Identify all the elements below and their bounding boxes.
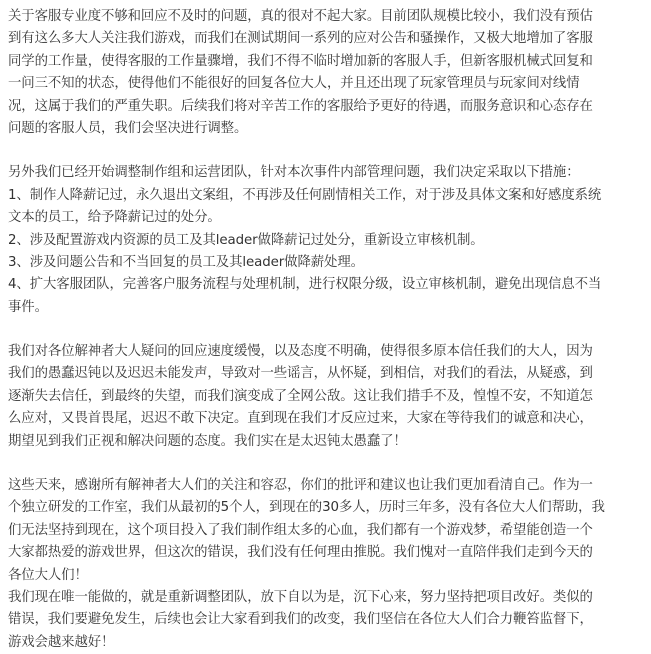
text-line: 各位大人们！ [8,567,88,583]
text-line: 关于客服专业度不够和回应不及时的问题，真的很对不起大家。目前团队规模比较小，我们没有预估 [8,9,593,24]
paragraph-gap [8,453,641,475]
list-item: 3、涉及问题公告和不当回复的员工及其leader做降薪处理。 [8,254,364,270]
text-line: 到有这么多大人关注我们游戏，而我们在测试期间一系列的应对公告和骚操作，又极大地增加了客服 [8,31,593,47]
text-line: 我们的愚蠢迟钝以及迟迟未能发声，导致对一些谣言，从怀疑，到相信，对我们的看法，从疑惑，到 [8,366,593,382]
text-line: 错误，我们要避免发生，后续也会让大家看到我们的改变，我们坚信在各位大人们合力鞭笞监督下， [8,612,593,628]
text-line: 同学的工作量，使得客服的工作量骤增，我们不得不临时增加新的客服人手，但新客服机械式回复和 [8,53,593,69]
text-line: 事件。 [8,299,48,315]
text-line: 我们对各位解神者大人疑问的回应速度缓慢，以及态度不明确，使得很多原本信任我们的大人，因为 [8,344,593,360]
text-line: 逐渐失去信任，到最终的失望，而我们演变成了全网公敌。这让我们措手不及，惶惶不安，不知道怎 [8,388,593,404]
text-line: 大家都热爱的游戏世界，但这次的错误，我们没有任何理由推脱。我们愧对一直陪伴我们走到今天的 [8,545,593,561]
text-line: 么应对，又畏首畏尾，迟迟不敢下决定。直到现在我们才反应过来，大家在等待我们的诚意和决心， [8,411,593,427]
text-line: 文本的员工，给予降薪记过的处分。 [8,210,221,226]
text-line: 况，这属于我们的严重失职。后续我们将对辛苦工作的客服给予更好的待遇，而服务意识和心态存在 [8,98,593,114]
text-line: 个独立研发的工作室，我们从最初的5个人，到现在的30多人，历时三年多，没有各位大人们帮助，我 [8,500,605,516]
list-item: 2、涉及配置游戏内资源的员工及其leader做降薪记过处分，重新设立审核机制。 [8,232,484,248]
paragraph-measures [8,162,641,319]
paragraph-response-apology [8,341,641,453]
paragraph-gap [8,140,641,162]
text-line: 期望见到我们正视和解决问题的态度。我们实在是太迟钝太愚蠢了！ [8,433,407,449]
list-item: 4、扩大客服团队，完善客户服务流程与处理机制，进行权限分级，设立审核机制，避免出现信息不当 [8,277,602,293]
list-item: 1、制作人降薪记过，永久退出文案组，不再涉及任何剧情相关工作，对于涉及具体文案和好感度系统 [8,187,602,203]
paragraph-gratitude [8,475,641,654]
paragraph-gap [8,319,641,341]
text-line: 另外我们已经开始调整制作组和运营团队，针对本次事件内部管理问题，我们决定采取以下措施： [8,165,580,181]
text-line: 这些天来，感谢所有解神者大人们的关注和容忍，你们的批评和建议也让我们更加看清自己。作为一 [8,478,593,494]
text-line: 问题的客服人员，我们会坚决进行调整。 [8,120,248,136]
text-line: 一问三不知的状态，使得他们不能很好的回复各位大人，并且还出现了玩家管理员与玩家间对线情 [8,76,580,92]
text-line: 们无法坚持到现在，这个项目投入了我们制作组太多的心血，我们都有一个游戏梦，希望能创造一个 [8,522,593,538]
text-line: 游戏会越来越好！ [8,634,115,650]
text-line: 我们现在唯一能做的，就是重新调整团队，放下自以为是，沉下心来，努力坚持把项目改好。类似的 [8,589,593,605]
paragraph-customer-service [8,6,641,140]
